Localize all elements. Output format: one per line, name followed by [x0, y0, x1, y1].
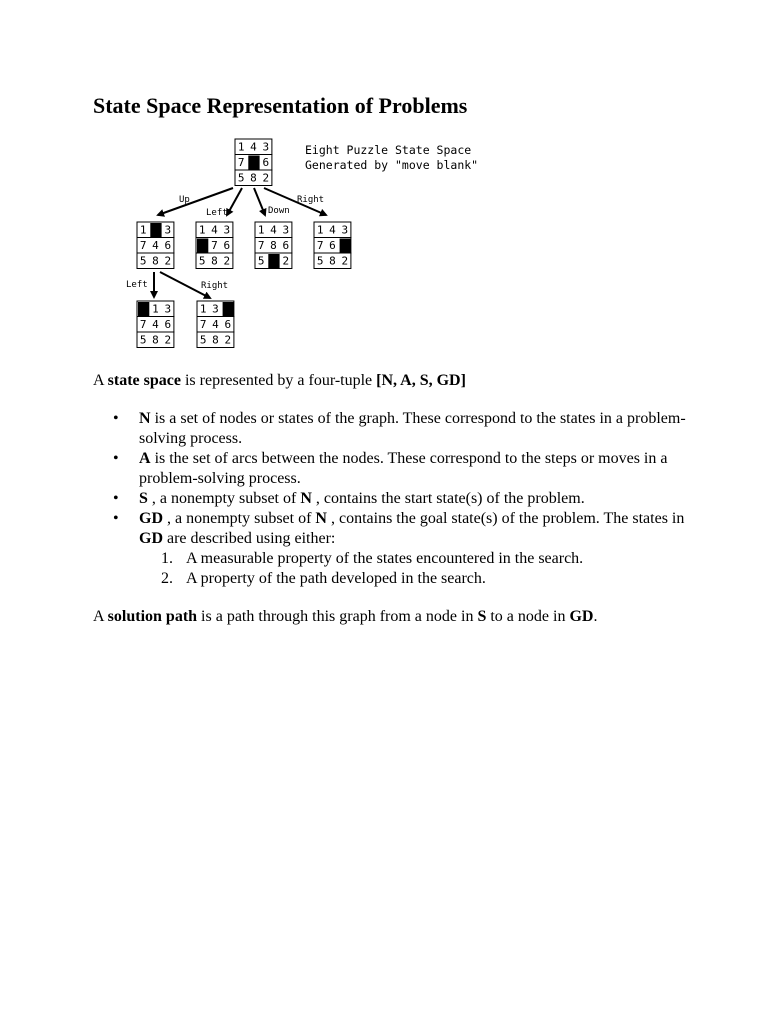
move-label-right: Right — [297, 195, 325, 205]
board-tile: 2 — [223, 254, 231, 268]
eight-puzzle-diagram — [0, 0, 768, 360]
board-tile: 7 — [139, 239, 147, 252]
bullet-term: GD — [139, 510, 163, 527]
intro-prefix: A — [93, 372, 108, 389]
intro-term: state space — [107, 372, 181, 389]
board-tile: 3 — [282, 223, 290, 237]
solution-term: solution path — [107, 608, 198, 625]
solution-s: S — [477, 608, 487, 625]
bullet-term: S — [139, 490, 148, 507]
blank-tile — [268, 254, 279, 268]
blank-tile — [150, 223, 161, 237]
board-tile: 8 — [270, 239, 277, 252]
board-tile: 1 — [316, 223, 324, 237]
board-tile: 3 — [262, 140, 270, 154]
list-item — [93, 409, 693, 449]
board-tile: 4 — [211, 223, 218, 237]
intro-paragraph — [93, 371, 466, 391]
move-label-right-2: Right — [201, 281, 229, 291]
solution-middle: is a path through this graph from a node in — [197, 608, 478, 625]
sublist-number: 2. — [161, 570, 173, 587]
list-item — [93, 509, 693, 589]
bullet-text: , contains the start state(s) of the problem. — [311, 490, 585, 507]
board-tile: 3 — [223, 223, 231, 237]
board-tile: 1 — [139, 223, 147, 237]
bullet-text: are described using either: — [163, 530, 336, 547]
board-tile: 7 — [316, 239, 324, 252]
bullet-term: N — [139, 410, 151, 427]
solution-to: to a node in — [486, 608, 570, 625]
arrow-down — [254, 188, 265, 215]
sublist-text: A property of the path developed in the search. — [186, 570, 486, 587]
move-label-left-2: Left — [126, 280, 148, 290]
sublist-item — [139, 549, 693, 569]
board-tile: 3 — [341, 223, 349, 237]
board-tile: 7 — [199, 318, 207, 331]
solution-end: . — [593, 608, 598, 625]
board-tile: 4 — [270, 223, 277, 237]
board-tile: 6 — [164, 318, 172, 331]
board-tile: 5 — [139, 254, 147, 268]
board-tile: 7 — [257, 239, 265, 252]
bullet-text: is a set of nodes or states of the graph. These correspond to the states in a problem-solving process. — [139, 410, 686, 447]
board-tile: 5 — [316, 254, 324, 268]
board-tile: 5 — [139, 333, 147, 347]
board-tile: 3 — [212, 302, 219, 316]
move-label-left: Left — [206, 208, 228, 218]
board-tile: 4 — [329, 223, 336, 237]
board-tile: 3 — [164, 302, 172, 316]
bullet-term: N — [300, 490, 312, 507]
board-tile: 4 — [152, 239, 159, 252]
board-tile: 5 — [198, 254, 206, 268]
board-tile: 8 — [329, 254, 336, 268]
board-tile: 7 — [237, 156, 245, 169]
board-tile: 2 — [341, 254, 349, 268]
blank-tile — [138, 302, 149, 316]
board-tile: 5 — [199, 333, 207, 347]
solution-prefix: A — [93, 608, 108, 625]
board-tile: 2 — [224, 333, 232, 347]
solution-paragraph — [93, 607, 597, 627]
board-tile: 6 — [262, 156, 270, 169]
page-title: State Space Representation of Problems — [93, 93, 468, 118]
board-tile: 2 — [164, 254, 172, 268]
board-tile: 2 — [262, 171, 270, 185]
definition-list — [93, 409, 693, 589]
board-tile: 4 — [212, 318, 219, 331]
puzzle-board-down — [255, 222, 292, 269]
sublist-text: A measurable property of the states encountered in the search. — [186, 550, 584, 567]
puzzle-board-up-right — [197, 301, 234, 348]
bullet-text: , contains the goal state(s) of the problem. The states in — [326, 510, 685, 527]
board-tile: 2 — [282, 254, 290, 268]
numbered-sublist — [139, 549, 693, 589]
board-tile: 1 — [237, 140, 245, 154]
puzzle-board-right — [314, 222, 351, 269]
board-tile: 1 — [198, 223, 206, 237]
board-tile: 4 — [250, 140, 257, 154]
bullet-term: GD — [139, 530, 163, 547]
puzzle-board-left — [196, 222, 233, 269]
board-tile: 1 — [257, 223, 265, 237]
arrow-left — [227, 188, 242, 215]
puzzle-board-up — [137, 222, 174, 269]
blank-tile — [248, 156, 259, 170]
solution-gd: GD — [569, 608, 594, 625]
figure-caption-line1: Eight Puzzle State Space — [305, 143, 472, 157]
puzzle-board-up-left — [137, 301, 174, 348]
board-tile: 6 — [223, 239, 231, 252]
intro-tuple: [N, A, S, GD] — [376, 372, 466, 389]
move-label-up: Up — [179, 195, 190, 205]
bullet-text: is the set of arcs between the nodes. These correspond to the steps or moves in a problem-solving process. — [139, 450, 668, 487]
bullet-term: N — [315, 510, 327, 527]
blank-tile — [223, 302, 234, 316]
board-tile: 7 — [139, 318, 147, 331]
blank-tile — [340, 239, 351, 253]
sublist-item — [139, 569, 693, 589]
list-item — [93, 449, 693, 489]
board-tile: 6 — [224, 318, 232, 331]
bullet-text: , a nonempty subset of — [147, 490, 301, 507]
board-tile: 3 — [164, 223, 172, 237]
board-tile: 8 — [152, 333, 159, 347]
list-item — [93, 489, 693, 509]
board-tile: 8 — [212, 333, 219, 347]
board-tile: 7 — [211, 239, 218, 252]
board-tile: 5 — [237, 171, 245, 185]
puzzle-board-start — [235, 139, 272, 186]
board-tile: 2 — [164, 333, 172, 347]
board-tile: 6 — [329, 239, 336, 252]
board-tile: 8 — [152, 254, 159, 268]
board-tile: 8 — [250, 171, 257, 185]
bullet-text: , a nonempty subset of — [163, 510, 316, 527]
intro-middle: is represented by a four-tuple — [180, 372, 377, 389]
board-tile: 4 — [152, 318, 159, 331]
move-label-down: Down — [268, 206, 290, 216]
board-tile: 1 — [152, 302, 159, 316]
board-tile: 5 — [257, 254, 265, 268]
figure-caption-line2: Generated by "move blank" — [305, 158, 479, 172]
blank-tile — [197, 239, 208, 253]
sublist-number: 1. — [161, 550, 173, 567]
board-tile: 6 — [282, 239, 290, 252]
board-tile: 6 — [164, 239, 172, 252]
board-tile: 8 — [211, 254, 218, 268]
bullet-term: A — [139, 450, 151, 467]
board-tile: 1 — [199, 302, 207, 316]
